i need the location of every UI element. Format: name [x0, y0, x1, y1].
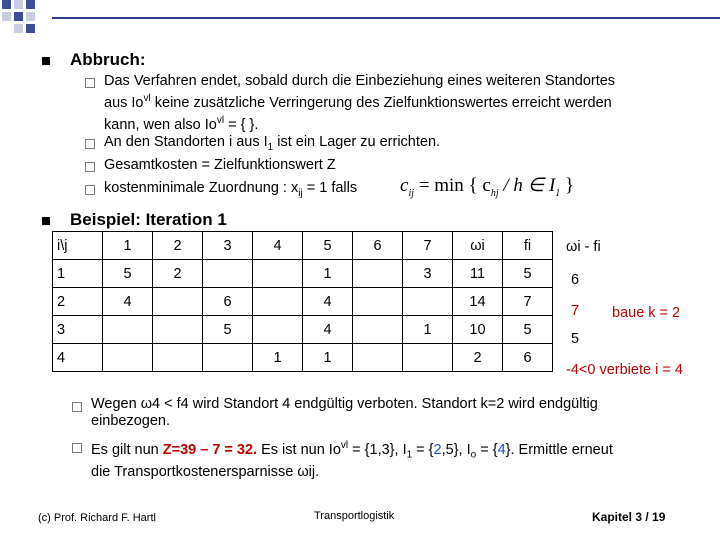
table-header-cell: ωi	[453, 232, 503, 260]
footer-page: Kapitel 3 / 19	[592, 510, 666, 524]
table-cell: 1	[53, 260, 103, 288]
table-header-cell: i\j	[53, 232, 103, 260]
table-cell: 5	[203, 316, 253, 344]
bullet-text-1: Das Verfahren endet, sobald durch die Einbeziehung eines weiteren Standortes aus $Io^{vl}$ keine zusätzliche Verringerung des Zielfunktionswertes erreicht werden kann, wen also $Io^{vl}$ = { }.	[104, 73, 616, 133]
table-cell: 2	[453, 344, 503, 372]
checkbox-bullet-icon	[85, 78, 95, 88]
table-cell	[103, 344, 153, 372]
table-cell	[353, 260, 403, 288]
table-header-cell: 5	[303, 232, 353, 260]
table-cell	[153, 344, 203, 372]
bullet-square-icon	[42, 217, 50, 225]
bullet2-text-2: Es gilt nun Z=39 – 7 = 32. Es ist nun $Io^{vl} = \{1,3\}$, $I_1 = \{2,5\}$, $I_o = \{4\}$. Ermittle erneut die Transportkostenersparnisse ωij.	[91, 440, 613, 480]
bullet-text-3: Gesamtkosten = Zielfunktionswert Z	[104, 157, 336, 173]
table-header-row	[53, 232, 553, 260]
table-cell	[253, 316, 303, 344]
side-verbiete-note: -4<0 verbiete i = 4	[566, 362, 683, 378]
table-cell: 4	[303, 288, 353, 316]
table-cell: 4	[103, 288, 153, 316]
side-value: 6	[571, 272, 580, 288]
table-cell: 3	[53, 316, 103, 344]
side-value: 5	[571, 331, 580, 347]
table-cell	[153, 288, 203, 316]
assignment-formula: $c_{ij} = \min$ { $c_{hj}$ / h ∈ $I_1$ }	[400, 175, 575, 199]
bullet2-text-1: Wegen ω4 < f4 wird Standort 4 endgültig verboten. Standort k=2 wird endgültig einbezogen.	[91, 396, 598, 429]
table-cell: 1	[253, 344, 303, 372]
table-header-cell: 6	[353, 232, 403, 260]
table-cell: 5	[103, 260, 153, 288]
table-cell: 5	[503, 260, 553, 288]
table-cell: 4	[303, 316, 353, 344]
table-header-cell: fi	[503, 232, 553, 260]
checkbox-bullet-icon	[85, 185, 95, 195]
footer-author: (c) Prof. Richard F. Hartl	[38, 512, 156, 524]
heading-abbruch: Abbruch:	[70, 50, 146, 69]
table-cell: 5	[503, 316, 553, 344]
side-value: 7	[571, 303, 580, 319]
bullet-text-2: An den Standorten i aus $I_1$ ist ein Lager zu errichten.	[104, 134, 441, 153]
checkbox-bullet-icon	[85, 162, 95, 172]
table-cell	[353, 288, 403, 316]
table-cell: 1	[403, 316, 453, 344]
table-cell: 10	[453, 316, 503, 344]
table-header-cell: 7	[403, 232, 453, 260]
table-cell: 3	[403, 260, 453, 288]
table-cell	[253, 288, 303, 316]
corner-decoration	[0, 0, 60, 40]
table-cell	[353, 344, 403, 372]
table-row	[53, 316, 553, 344]
table-row	[53, 344, 553, 372]
table-row	[53, 260, 553, 288]
side-baue-note: baue k = 2	[612, 305, 681, 321]
table-cell	[353, 316, 403, 344]
checkbox-bullet-icon	[85, 139, 95, 149]
bullet-text-4: kostenminimale Zuordnung : $x_{ij} = 1$ falls	[104, 180, 358, 199]
table-cell: 6	[503, 344, 553, 372]
table-header-cell: 2	[153, 232, 203, 260]
footer-course: Transportlogistik	[314, 510, 395, 522]
table-cell	[153, 316, 203, 344]
heading-beispiel: Beispiel: Iteration 1	[70, 210, 227, 229]
side-header: ωi - fi	[566, 239, 601, 255]
top-divider	[52, 17, 720, 19]
table-cell: 2	[53, 288, 103, 316]
table-cell	[403, 288, 453, 316]
bullet-square-icon	[42, 57, 50, 65]
table-row	[53, 288, 553, 316]
table-cell: 11	[453, 260, 503, 288]
table-cell	[403, 344, 453, 372]
table-cell	[203, 344, 253, 372]
table-cell: 4	[53, 344, 103, 372]
table-header-cell: 3	[203, 232, 253, 260]
table-cell: 1	[303, 260, 353, 288]
table-cell: 14	[453, 288, 503, 316]
table-cell	[253, 260, 303, 288]
table-header-cell: 4	[253, 232, 303, 260]
checkbox-bullet-icon	[72, 402, 82, 412]
table-cell	[203, 260, 253, 288]
table-header-cell: 1	[103, 232, 153, 260]
table-cell: 2	[153, 260, 203, 288]
table-cell: 7	[503, 288, 553, 316]
table-cell: 6	[203, 288, 253, 316]
table-cell: 1	[303, 344, 353, 372]
table-cell	[103, 316, 153, 344]
checkbox-bullet-icon	[72, 443, 82, 453]
cost-table	[52, 231, 553, 372]
